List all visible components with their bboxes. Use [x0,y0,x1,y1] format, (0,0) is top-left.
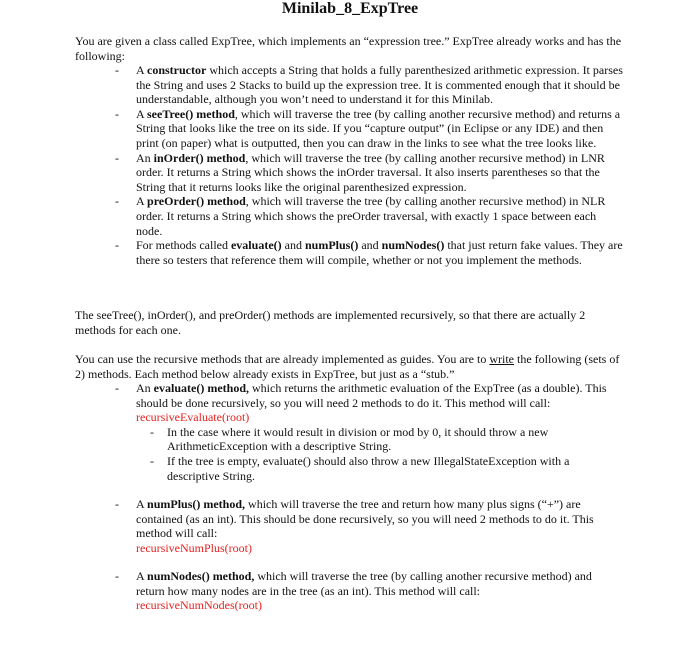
bullet-dash: - [115,150,119,165]
bullet-dash: - [150,424,154,439]
bullet-dash: - [115,194,119,209]
bullet-dash: - [115,106,119,121]
sub-item-empty-tree: - If the tree is empty, evaluate() should also throw a new IllegalStateException with a descriptive String. [150,453,570,483]
list-item-constructor: - A constructor which accepts a String that holds a fully parenthesized arithmetic expression. It parses the String and uses 2 Stacks to build up the expression tree. It is commented enough that it should be understandable, although you won’t need to understand it for this Minilab. [115,63,623,107]
code-call-recursive-numnodes: recursiveNumNodes(root) [136,598,262,613]
bullet-dash: - [115,569,119,583]
list-item-seetree: - A seeTree() method, which will traverse the tree (by calling another recursive method) and returns a String that looks like the tree on its side. If you “capture output” (in Eclipse or any IDE) and then print (on paper) what is outputted, then you can draw in the links to see what the tree looks like. [115,106,621,150]
bullet-dash: - [115,63,119,77]
task-evaluate [0,381,700,483]
term-inorder: inOrder() method [153,150,246,165]
page-title: Minilab_8_ExpTree [281,0,419,17]
list-item-numplus: - A numPlus() method, which will traverse the tree and return how many plus signs (“+”) are contained (as an int). This should be done recursively, so you will need 2 methods to do it. This method will call: recursiveNumPlus(root) [115,497,594,555]
list-item-preorder: - A preOrder() method, which will traverse the tree (by calling another recursive method) in NLR order. It returns a String which shows the preOrder traversal, with exactly 1 space between each node. [115,194,606,238]
bullet-dash: - [115,381,119,395]
code-call-recursive-evaluate: recursiveEvaluate(root) [136,410,250,425]
sub-item-divide-by-zero: - In the case where it would result in division or mod by 0, it should throw a new ArithmeticException with a descriptive String. [150,424,549,454]
bullet-dash: - [115,497,119,511]
term-evaluate: evaluate() method, [153,381,249,395]
list-item-fake-methods: - For methods called evaluate() and numPlus() and numNodes() that just return fake values. They are there so testers that reference them will compile, whether or not you implement the methods. [115,238,623,267]
task-numnodes [0,569,700,613]
features-list [0,63,700,267]
task-numplus [0,497,700,555]
bullet-dash: - [150,453,154,468]
term-numplus: numPlus() method, [147,497,246,511]
term-numnodes: numNodes() method, [147,569,255,583]
instructions-paragraph: You can use the recursive methods that are already implemented as guides. You are to write the following (sets of 2) methods. Each method below already exists in ExpTree, but just as a “stub.” [75,352,620,381]
intro-paragraph: You are given a class called ExpTree, which implements an “expression tree.” ExpTree already works and has the following: [75,34,622,63]
recursion-paragraph: The seeTree(), inOrder(), and preOrder() methods are implemented recursively, so that there are actually 2 methods for each one. [75,308,586,337]
term-preorder: preOrder() method [147,194,246,209]
term-constructor: constructor [147,63,207,77]
term-seetree: seeTree() method [147,106,235,121]
code-call-recursive-numplus: recursiveNumPlus(root) [136,540,252,555]
list-item-inorder: - An inOrder() method, which will traverse the tree (by calling another recursive method) in LNR order. It returns a String which shows the inOrder traversal. It also inserts parentheses so that the String that it returns looks like the original parenthesized expression. [115,150,605,194]
emphasis-write: write [489,352,514,366]
list-item-evaluate: - An evaluate() method, which returns the arithmetic evaluation of the ExpTree (as a double). This should be done recursively, so you will need 2 methods to do it. This method will call: recursiveEvaluate(root) [115,381,607,425]
bullet-dash: - [115,238,119,253]
list-item-numnodes: - A numNodes() method, which will traverse the tree (by calling another recursive method) and return how many nodes are in the tree (as an int). This method will call: recursiveNumNodes(root) [115,569,592,613]
